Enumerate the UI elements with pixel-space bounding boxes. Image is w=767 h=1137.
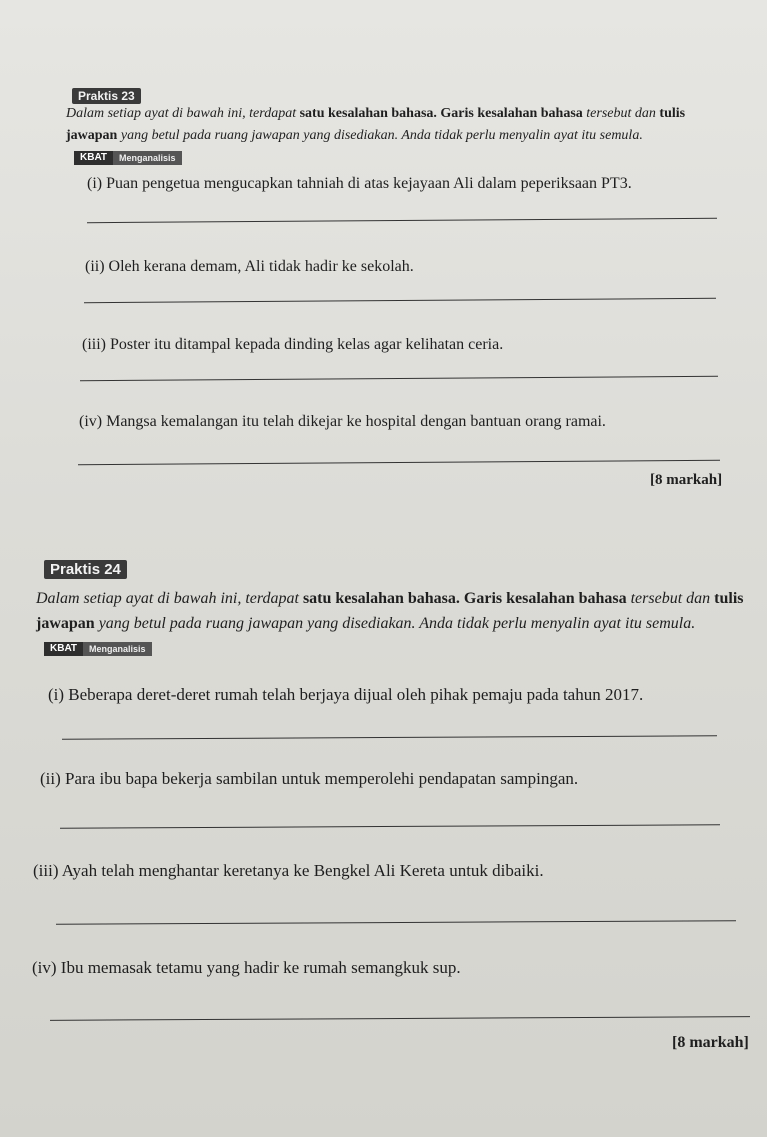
- question-23-i: (i) Puan pengetua mengucapkan tahniah di atas kejayaan Ali dalam peperiksaan PT3.: [87, 175, 632, 192]
- kbat-badge: KBAT Menganalisis: [44, 642, 152, 656]
- answer-line-24-iv[interactable]: [50, 1016, 750, 1021]
- question-24-iv: (iv) Ibu memasak tetamu yang hadir ke rumah semangkuk sup.: [32, 958, 461, 977]
- question-24-ii: (ii) Para ibu bapa bekerja sambilan untuk memperolehi pendapatan sampingan.: [40, 769, 579, 788]
- praktis-23-instruction: Dalam setiap ayat di bawah ini, terdapat satu kesalahan bahasa. Garis kesalahan bahasa tersebut dan tulis jawapan yang betul pada ruang jawapan yang disediakan. Anda tidak perlu menyalin ayat itu semula. KBAT Menganalisis: [66, 106, 686, 163]
- answer-line-24-i[interactable]: [62, 735, 717, 739]
- answer-line-23-iii[interactable]: [80, 376, 718, 381]
- question-23-iii: (iii) Poster itu ditampal kepada dinding kelas agar kelihatan ceria.: [82, 336, 504, 353]
- question-23-iv: (iv) Mangsa kemalangan itu telah dikejar ke hospital dengan bantuan orang ramai.: [79, 413, 606, 430]
- praktis-23-tag: Praktis 23: [72, 88, 141, 104]
- answer-line-23-ii[interactable]: [84, 298, 716, 303]
- praktis-23-marks: [8 markah]: [650, 472, 723, 488]
- answer-line-24-ii[interactable]: [60, 824, 720, 828]
- question-23-ii: (ii) Oleh kerana demam, Ali tidak hadir ke sekolah.: [85, 258, 414, 275]
- question-24-iii: (iii) Ayah telah menghantar keretanya ke Bengkel Ali Kereta untuk dibaiki.: [33, 861, 544, 880]
- praktis-24-marks: [8 markah]: [672, 1034, 749, 1051]
- kbat-badge: KBAT Menganalisis: [74, 151, 182, 165]
- answer-line-23-iv[interactable]: [78, 460, 720, 465]
- question-24-i: (i) Beberapa deret-deret rumah telah berjaya dijual oleh pihak pemaju pada tahun 2017.: [48, 685, 644, 704]
- praktis-24-tag: Praktis 24: [44, 560, 127, 579]
- answer-line-23-i[interactable]: [87, 218, 717, 223]
- answer-line-24-iii[interactable]: [56, 920, 736, 925]
- praktis-24-instruction: Dalam setiap ayat di bawah ini, terdapat satu kesalahan bahasa. Garis kesalahan bahasa tersebut dan tulis jawapan yang betul pada ruang jawapan yang disediakan. Anda tidak perlu menyalin ayat itu semula. KBAT Menganalisis: [36, 590, 744, 655]
